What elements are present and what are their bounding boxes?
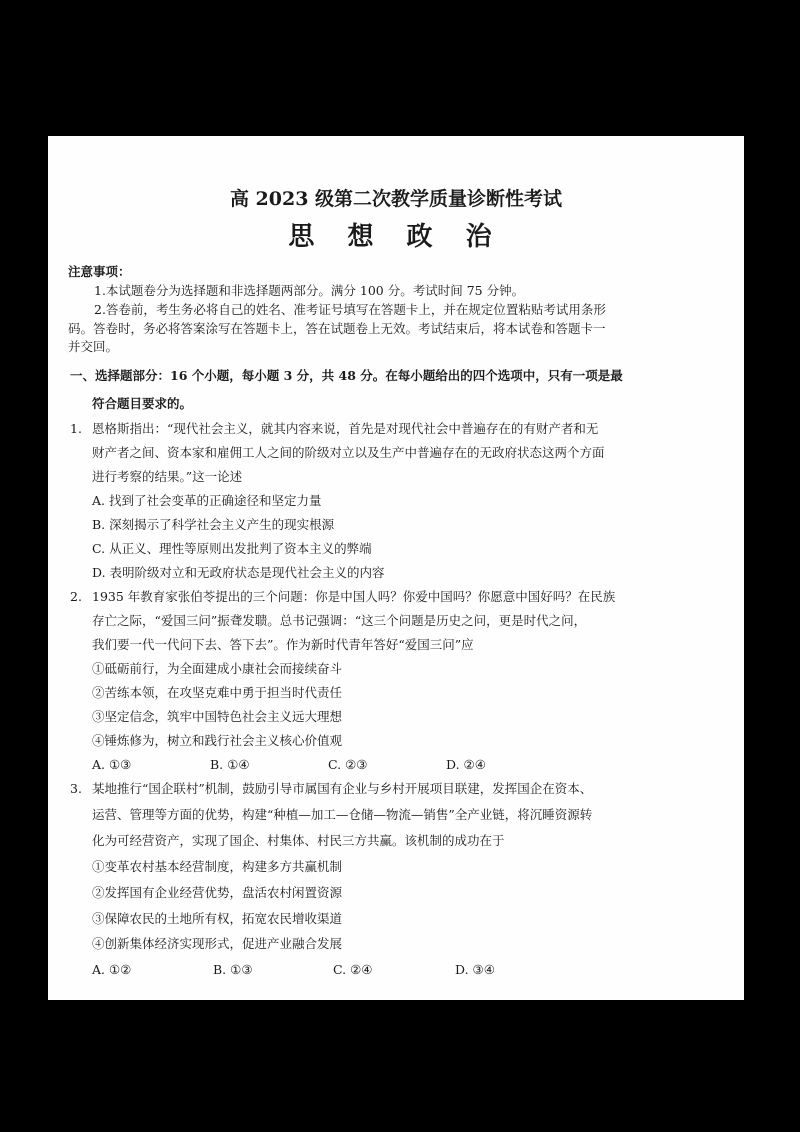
option-d: D. ②④ [446,757,486,772]
question-number: 3. [70,781,82,796]
question-number: 2. [70,589,82,604]
option-c: C. 从正义、理性等原则出发批判了资本主义的弊端 [92,541,372,556]
section-heading: 一、选择题部分：16 个小题，每小题 3 分，共 48 分。在每小题给出的四个选项中，只有一项是最 [70,368,623,383]
exam-title: 高 2023 级第二次教学质量诊断性考试 [229,188,563,210]
notice-item-2-end: 并交回。 [68,339,119,354]
option-b: B. 深刻揭示了科学社会主义产生的现实根源 [92,517,335,532]
question-stem-line: 1935 年教育家张伯苓提出的三个问题：你是中国人吗？你爱中国吗？你愿意中国好吗？在民族 [92,589,616,604]
option-a: A. ①② [92,962,132,977]
question-stem-line: 我们要一代一代问下去、答下去”。作为新时代青年答好“爱国三问”应 [92,637,474,652]
option-a: A. 找到了社会变革的正确途径和坚定力量 [92,493,322,508]
option-c: C. ②④ [333,962,373,977]
notice-heading: 注意事项： [68,264,131,279]
statement-1: ①变革农村基本经营制度，构建多方共赢机制 [92,859,343,874]
statement-2: ②发挥国有企业经营优势，盘活农村闲置资源 [92,885,343,900]
option-b: B. ①③ [213,962,253,977]
option-b: B. ①④ [210,757,250,772]
subject-title: 思 想 政 治 [288,222,504,252]
notice-item-2: 2.答卷前，考生务必将自己的姓名、准考证号填写在答题卡上，并在规定位置粘贴考试用条形 [94,302,606,317]
question-stem-line: 存亡之际，“爱国三问”振聋发聩。总书记强调：“这三个问题是历史之问，更是时代之问， [92,613,587,628]
option-a: A. ①③ [92,757,132,772]
statement-3: ③坚定信念，筑牢中国特色社会主义远大理想 [92,709,343,724]
question-stem-line: 恩格斯指出：“现代社会主义，就其内容来说，首先是对现代社会中普遍存在的有财产者和无 [92,421,599,436]
statement-1: ①砥砺前行，为全面建成小康社会而接续奋斗 [92,661,343,676]
statement-4: ④创新集体经济实现形式，促进产业融合发展 [92,936,343,951]
notice-item-2-cont: 码。答卷时，务必将答案涂写在答题卡上，答在试题卷上无效。考试结束后，将本试卷和答题卡一 [68,321,606,336]
option-d: D. 表明阶级对立和无政府状态是现代社会主义的内容 [92,565,385,580]
question-number: 1. [70,421,82,436]
question-stem-line: 进行考察的结果。”这一论述 [92,469,243,484]
question-stem-line: 某地推行“国企联村”机制，鼓励引导市属国有企业与乡村开展项目联建，发挥国企在资本、 [92,781,593,796]
statement-3: ③保障农民的土地所有权，拓宽农民增收渠道 [92,911,343,926]
statement-2: ②苦练本领，在攻坚克难中勇于担当时代责任 [92,685,343,700]
notice-item-1: 1.本试题卷分为选择题和非选择题两部分。满分 100 分。考试时间 75 分钟。 [94,283,525,298]
question-stem-line: 运营、管理等方面的优势，构建“种植—加工—仓储—物流—销售”全产业链，将沉睡资源转 [92,807,593,822]
exam-page [48,136,744,1000]
statement-4: ④锤炼修为，树立和践行社会主义核心价值观 [92,733,343,748]
option-c: C. ②③ [328,757,368,772]
section-heading-cont: 符合题目要求的。 [92,396,193,411]
option-d: D. ③④ [455,962,495,977]
question-stem-line: 化为可经营资产，实现了国企、村集体、村民三方共赢。该机制的成功在于 [92,833,505,848]
question-stem-line: 财产者之间、资本家和雇佣工人之间的阶级对立以及生产中普遍存在的无政府状态这两个方面 [92,445,605,460]
